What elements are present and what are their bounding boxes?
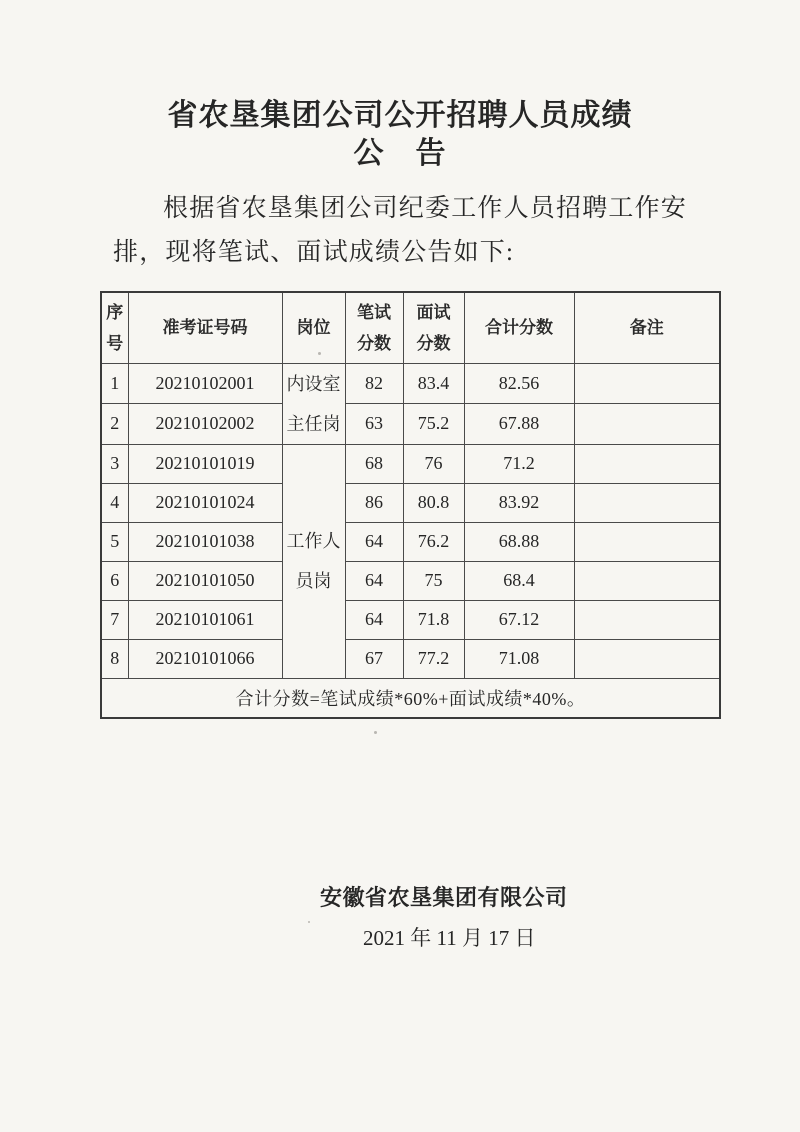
cell-remark xyxy=(574,600,720,639)
cell-remark xyxy=(574,363,720,404)
cell-seq-no: 7 xyxy=(101,600,128,639)
table-header-row xyxy=(101,292,720,363)
cell-seq-no: 1 xyxy=(101,363,128,404)
cell-post-line: 工作人 xyxy=(286,531,341,551)
cell-ticket-number: 20210101066 xyxy=(128,639,282,678)
table-row xyxy=(101,522,720,561)
cell-ticket-number: 20210101050 xyxy=(128,561,282,600)
cell-written-score: 64 xyxy=(345,522,403,561)
table-foot xyxy=(101,678,720,718)
column-header-line: 分数 xyxy=(416,333,451,353)
cell-total-score: 82.56 xyxy=(464,363,574,404)
column-header xyxy=(345,292,403,363)
cell-total-score: 83.92 xyxy=(464,483,574,522)
cell-written-score: 86 xyxy=(345,483,403,522)
cell-seq-no: 4 xyxy=(101,483,128,522)
cell-written-score: 63 xyxy=(345,404,403,445)
column-header xyxy=(128,292,282,363)
cell-seq-no: 3 xyxy=(101,444,128,483)
cell-post-line: 内设室 xyxy=(286,373,341,394)
column-header-line: 面试 xyxy=(416,302,451,322)
table-row xyxy=(101,483,720,522)
table-note-row xyxy=(101,678,720,718)
scan-speck xyxy=(318,352,321,355)
signature-date: 2021 年 11 月 17 日 xyxy=(363,926,536,950)
cell-total-score: 67.88 xyxy=(464,404,574,445)
scan-speck xyxy=(374,731,377,734)
cell-total-score: 67.12 xyxy=(464,600,574,639)
column-header xyxy=(101,292,128,363)
cell-remark xyxy=(574,639,720,678)
cell-seq-no: 6 xyxy=(101,561,128,600)
cell-seq-no: 2 xyxy=(101,404,128,445)
cell-ticket-number: 20210102002 xyxy=(128,404,282,445)
footer-note: 合计分数=笔试成绩*60%+面试成绩*40%。 xyxy=(101,678,720,718)
cell-post-line: 员岗 xyxy=(295,571,332,591)
column-header-line: 号 xyxy=(106,333,124,353)
cell-written-score: 68 xyxy=(345,444,403,483)
cell-interview-score: 80.8 xyxy=(403,483,464,522)
cell-seq-no: 8 xyxy=(101,639,128,678)
cell-interview-score: 76.2 xyxy=(403,522,464,561)
column-header-line: 岗位 xyxy=(296,318,331,338)
cell-written-score: 64 xyxy=(345,600,403,639)
scan-speck xyxy=(308,921,310,923)
cell-interview-score: 77.2 xyxy=(403,639,464,678)
cell-seq-no: 5 xyxy=(101,522,128,561)
cell-remark xyxy=(574,483,720,522)
cell-total-score: 68.88 xyxy=(464,522,574,561)
cell-total-score: 71.08 xyxy=(464,639,574,678)
cell-total-score: 71.2 xyxy=(464,444,574,483)
table-body xyxy=(101,363,720,678)
cell-interview-score: 75 xyxy=(403,561,464,600)
cell-ticket-number: 20210102001 xyxy=(128,363,282,404)
column-header xyxy=(574,292,720,363)
cell-written-score: 82 xyxy=(345,363,403,404)
cell-ticket-number: 20210101038 xyxy=(128,522,282,561)
cell-written-score: 67 xyxy=(345,639,403,678)
table-row xyxy=(101,444,720,483)
cell-remark xyxy=(574,522,720,561)
cell-ticket-number: 20210101024 xyxy=(128,483,282,522)
cell-remark xyxy=(574,561,720,600)
cell-post xyxy=(282,363,345,444)
score-table xyxy=(100,291,721,719)
cell-interview-score: 75.2 xyxy=(403,404,464,445)
cell-ticket-number: 20210101019 xyxy=(128,444,282,483)
cell-remark xyxy=(574,404,720,445)
signature-company: 安徽省农垦集团有限公司 xyxy=(320,885,568,910)
table-row xyxy=(101,363,720,404)
cell-interview-score: 71.8 xyxy=(403,600,464,639)
column-header xyxy=(282,292,345,363)
table-row xyxy=(101,600,720,639)
document-title-line1: 省农垦集团公司公开招聘人员成绩 xyxy=(167,99,633,132)
cell-interview-score: 76 xyxy=(403,444,464,483)
cell-ticket-number: 20210101061 xyxy=(128,600,282,639)
cell-written-score: 64 xyxy=(345,561,403,600)
cell-interview-score: 83.4 xyxy=(403,363,464,404)
table-head xyxy=(101,292,720,363)
announcement-paragraph xyxy=(113,187,687,275)
column-header-line: 准考证号码 xyxy=(162,318,248,338)
column-header-line: 备注 xyxy=(629,318,664,338)
column-header-line: 笔试 xyxy=(357,302,391,322)
document-title-line2: 公 告 xyxy=(353,137,447,170)
paragraph-line2: 排，现将笔试、面试成绩公告如下: xyxy=(113,239,515,266)
column-header xyxy=(464,292,574,363)
table-row xyxy=(101,404,720,445)
table-row xyxy=(101,639,720,678)
cell-post xyxy=(282,444,345,678)
column-header xyxy=(403,292,464,363)
column-header-line: 序 xyxy=(106,302,124,322)
cell-remark xyxy=(574,444,720,483)
column-header-line: 分数 xyxy=(357,333,391,353)
table-row xyxy=(101,561,720,600)
cell-total-score: 68.4 xyxy=(464,561,574,600)
cell-post-line: 主任岗 xyxy=(286,413,341,434)
column-header-line: 合计分数 xyxy=(485,318,553,338)
paragraph-line1: 根据省农垦集团公司纪委工作人员招聘工作安 xyxy=(163,195,688,222)
